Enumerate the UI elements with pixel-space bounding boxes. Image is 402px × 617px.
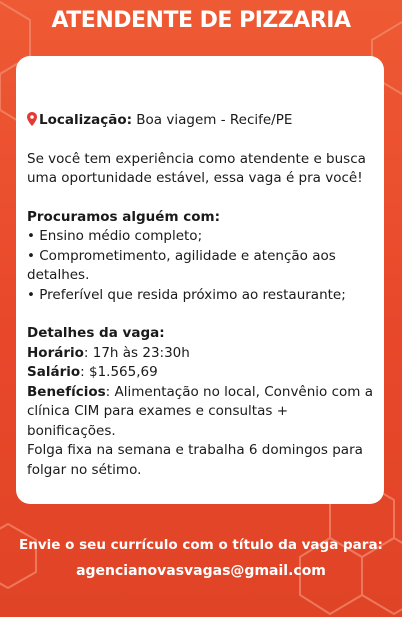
location-label: Localização: — [39, 112, 132, 128]
schedule-value: : 17h às 23:30h — [83, 344, 190, 361]
benefits-line — [27, 383, 376, 442]
benefits-value: : Alimentação no local, Convênio com a clínica CIM para exames e consultas + bonificações. — [27, 383, 373, 439]
job-card — [16, 56, 384, 504]
schedule-label: Horário — [27, 344, 84, 361]
intro-text: Se você tem experiência como atendente e busca uma oportunidade estável, essa vaga é pra você! — [27, 150, 366, 186]
location-line — [27, 111, 376, 131]
salary-label: Salário — [27, 364, 81, 380]
details-heading: Detalhes da vaga: — [27, 325, 165, 341]
contact-email[interactable]: agencianovasvagas@gmail.com — [76, 563, 326, 579]
footer-instruction: Envie o seu currículo com o título da vaga para: — [19, 537, 383, 553]
requirements-heading: Procuramos alguém com: — [27, 208, 220, 225]
map-pin-icon — [27, 112, 37, 126]
salary-line — [27, 363, 376, 383]
page-title: ATENDENTE DE PIZZARIA — [51, 8, 351, 33]
requirement-item: • Comprometimento, agilidade e atenção aos detalhes. — [27, 247, 336, 283]
salary-value: : $1.565,69 — [80, 364, 158, 380]
requirement-item: • Ensino médio completo; — [27, 228, 203, 244]
benefits-label: Benefícios — [27, 383, 106, 400]
requirement-item: • Preferível que resida próximo ao restaurante; — [27, 286, 346, 303]
days-off-text: Folga fixa na semana e trabalha 6 domingos para folgar no sétimo. — [27, 442, 363, 478]
location-value: Boa viagem - Recife/PE — [132, 112, 293, 128]
schedule-line — [27, 344, 376, 364]
